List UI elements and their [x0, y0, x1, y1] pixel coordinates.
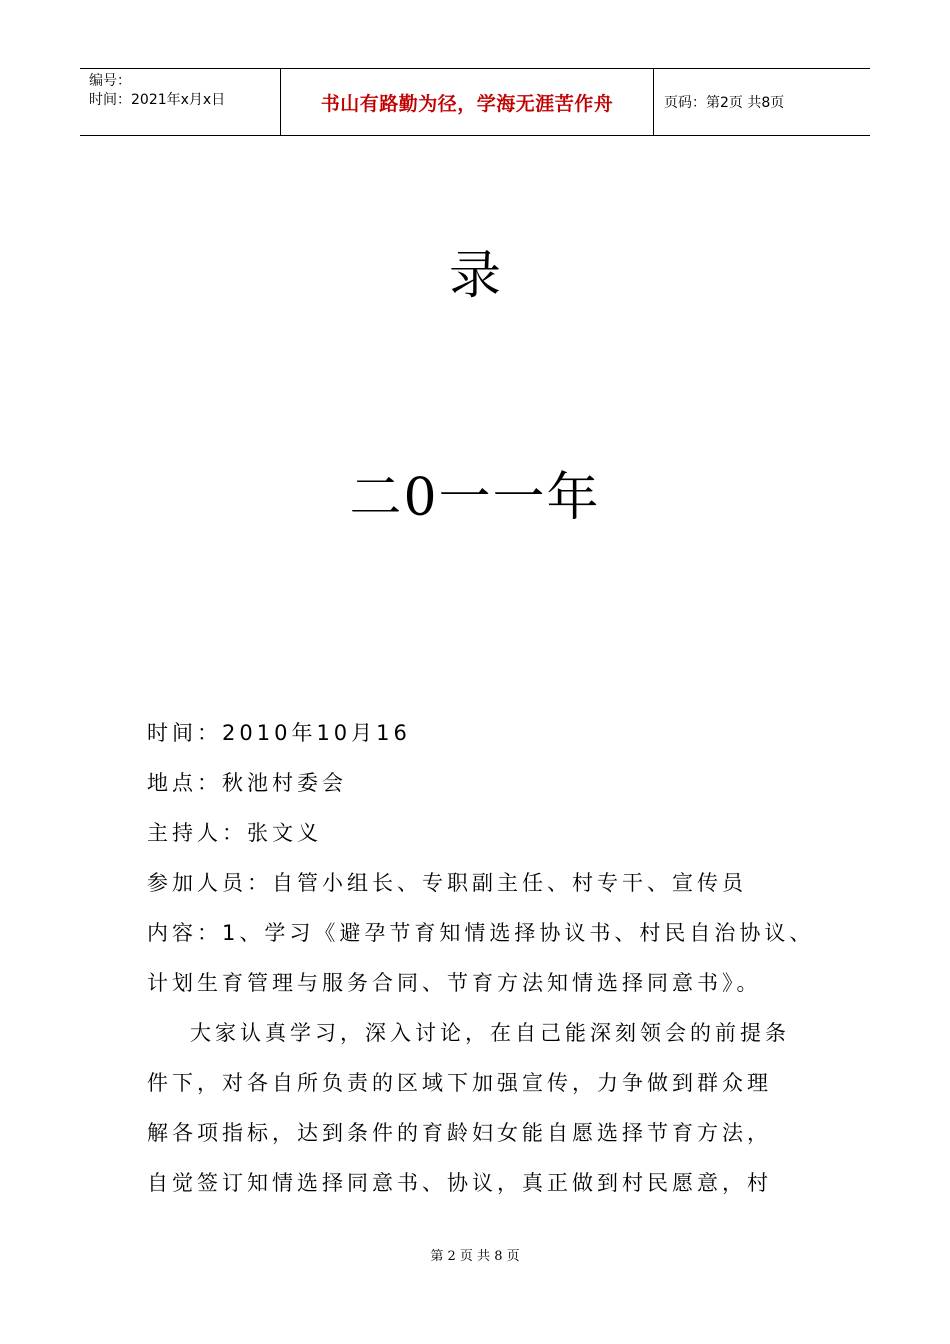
- header-meta: [80, 69, 281, 135]
- meeting-content-line-2: 计划生育管理与服务合同、节育方法知情选择同意书》。: [147, 971, 762, 995]
- paragraph-line-4: 自觉签订知情选择同意书、协议，真正做到村民愿意，村: [147, 1171, 772, 1195]
- meeting-time: 时间：2010年10月16: [147, 721, 411, 745]
- paragraph-line-2: 件下，对各自所负责的区域下加强宣传，力争做到群众理: [147, 1071, 772, 1095]
- paragraph-line-1: 大家认真学习，深入讨论，在自己能深刻领会的前提条: [190, 1021, 790, 1045]
- title-lu: 录: [448, 246, 501, 306]
- header-motto: 书山有路勤为径，学海无涯苦作舟: [281, 69, 654, 135]
- header-page-info: 页码：第2页 共8页: [664, 95, 785, 111]
- header-number-label: 编号：: [89, 73, 131, 89]
- meeting-content-line-1: 内容：1、学习《避孕节育知情选择协议书、村民自治协议、: [147, 921, 815, 945]
- meeting-host: 主持人：张文义: [147, 821, 322, 845]
- paragraph-line-3: 解各项指标，达到条件的育龄妇女能自愿选择节育方法，: [147, 1121, 772, 1145]
- meeting-participants: 参加人员：自管小组长、专职副主任、村专干、宣传员: [147, 871, 747, 895]
- header-time-label: 时间：2021年x月x日: [89, 92, 226, 108]
- title-year: 二0一一年: [349, 468, 601, 528]
- page-footer: 第 2 页 共 8 页: [430, 1249, 520, 1264]
- page-header: [80, 68, 870, 136]
- meeting-place: 地点：秋池村委会: [147, 771, 347, 795]
